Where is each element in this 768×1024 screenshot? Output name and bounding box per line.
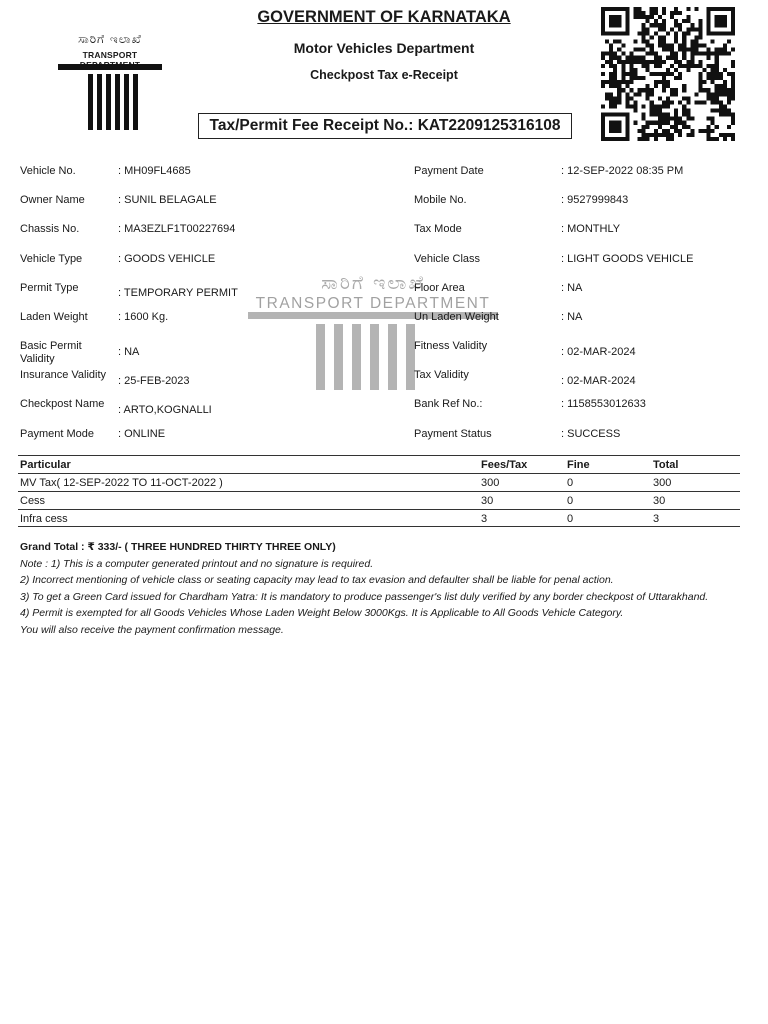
logo-kannada-text: ಸಾರಿಗೆ ಇಲಾಖೆ	[78, 32, 142, 46]
fitness-validity-label: Fitness Validity	[414, 340, 488, 352]
watermark-kannada-text: ಸಾರಿಗೆ ಇಲಾಖೆ	[321, 272, 425, 294]
government-title: GOVERNMENT OF KARNATAKA	[257, 8, 511, 26]
cell-total: 3	[653, 513, 660, 525]
cell-fine: 0	[567, 495, 574, 507]
table-row	[18, 473, 740, 491]
payment-mode-label: Payment Mode	[20, 428, 94, 440]
tax-validity-label: Tax Validity	[414, 369, 469, 381]
cell-fine: 0	[567, 513, 574, 525]
cell-fees-tax: 30	[481, 495, 494, 507]
note-line: 3) To get a Green Card issued for Chardham Yatra: It is mandatory to produce passenger's list duly verified by any border checkpost of Uttarakhand.	[20, 590, 709, 603]
cell-fees-tax: 300	[481, 477, 500, 489]
mobile-no-value: : 9527999843	[561, 194, 629, 206]
watermark-department-text: TRANSPORT DEPARTMENT	[255, 295, 491, 312]
checkpost-name-label: Checkpost Name	[20, 398, 105, 410]
table-header-row	[18, 455, 740, 473]
payment-date-label: Payment Date	[414, 165, 484, 177]
mobile-no-label: Mobile No.	[414, 194, 467, 206]
owner-name-label: Owner Name	[20, 194, 85, 206]
cell-particular: Cess	[20, 495, 46, 507]
logo-department-text: TRANSPORT	[82, 50, 138, 60]
bank-ref-no-label: Bank Ref No.:	[414, 398, 483, 410]
table-row	[18, 509, 740, 527]
chassis-no-value: : MA3EZLF1T00227694	[118, 223, 236, 235]
note-line: You will also receive the payment confirmation message.	[20, 623, 284, 636]
transport-department-logo	[56, 14, 164, 122]
fees-table	[18, 455, 740, 527]
vehicle-class-label: Vehicle Class	[414, 253, 481, 265]
floor-area-label: Floor Area	[414, 282, 465, 294]
floor-area-value: : NA	[561, 282, 583, 294]
permit-type-value: : TEMPORARY PERMIT	[118, 287, 238, 299]
payment-mode-value: : ONLINE	[118, 428, 166, 440]
tax-mode-value: : MONTHLY	[561, 223, 621, 235]
chassis-no-label: Chassis No.	[20, 223, 80, 235]
cell-particular: Infra cess	[20, 513, 68, 525]
cell-fees-tax: 3	[481, 513, 488, 525]
vehicle-no-label: Vehicle No.	[20, 165, 76, 177]
cell-total: 30	[653, 495, 666, 507]
header-fees-tax: Fees/Tax	[481, 459, 528, 471]
owner-name-value: : SUNIL BELAGALE	[118, 194, 217, 206]
vehicle-class-value: : LIGHT GOODS VEHICLE	[561, 253, 694, 265]
notes-section	[20, 539, 708, 638]
permit-type-label: Permit Type	[20, 282, 79, 294]
qr-code-icon	[601, 6, 735, 142]
payment-status-value: : SUCCESS	[561, 428, 621, 440]
note-line: 4) Permit is exempted for all Goods Vehicles Whose Laden Weight Below 3000Kgs. It is Applicable to All Goods Vehicle Category.	[20, 607, 624, 619]
laden-weight-value: : 1600 Kg.	[118, 311, 169, 323]
table-row	[18, 491, 740, 509]
cell-particular: MV Tax( 12-SEP-2022 TO 11-OCT-2022 )	[20, 477, 223, 489]
unladen-weight-label: Un Laden Weight	[414, 311, 499, 323]
grand-total: Grand Total : ₹ 333/- ( THREE HUNDRED THIRTY THREE ONLY)	[20, 541, 336, 553]
checkpost-name-value: : ARTO,KOGNALLI	[118, 404, 212, 416]
document-title: Checkpost Tax e-Receipt	[310, 68, 458, 82]
basic-permit-validity-label: Basic Permit Validity	[20, 340, 82, 365]
receipt-number: Tax/Permit Fee Receipt No.: KAT2209125316108	[198, 113, 572, 139]
header-fine: Fine	[567, 459, 590, 471]
bank-ref-no-value: : 1158553012633	[561, 398, 646, 410]
unladen-weight-value: : NA	[561, 311, 583, 323]
cell-total: 300	[653, 477, 672, 489]
tax-validity-value: : 02-MAR-2024	[561, 375, 636, 387]
vehicle-type-value: : GOODS VEHICLE	[118, 253, 216, 265]
header-total: Total	[653, 459, 679, 471]
insurance-validity-label: Insurance Validity	[20, 369, 107, 381]
basic-permit-validity-value: : NA	[118, 346, 140, 358]
tax-mode-label: Tax Mode	[414, 223, 462, 235]
cell-fine: 0	[567, 477, 574, 489]
logo-pillars-icon	[58, 64, 162, 130]
vehicle-no-value: : MH09FL4685	[118, 165, 191, 177]
department-title: Motor Vehicles Department	[293, 40, 475, 56]
payment-status-label: Payment Status	[414, 428, 492, 440]
payment-date-value: : 12-SEP-2022 08:35 PM	[561, 165, 684, 177]
fitness-validity-value: : 02-MAR-2024	[561, 346, 636, 358]
vehicle-type-label: Vehicle Type	[20, 253, 83, 265]
laden-weight-label: Laden Weight	[20, 311, 88, 323]
header-particular: Particular	[20, 459, 71, 471]
note-line: Note : 1) This is a computer generated printout and no signature is required.	[20, 557, 374, 570]
insurance-validity-value: : 25-FEB-2023	[118, 375, 190, 387]
note-line: 2) Incorrect mentioning of vehicle class or seating capacity may lead to tax evasion and defaulter shall be liable for penal action.	[20, 574, 614, 586]
